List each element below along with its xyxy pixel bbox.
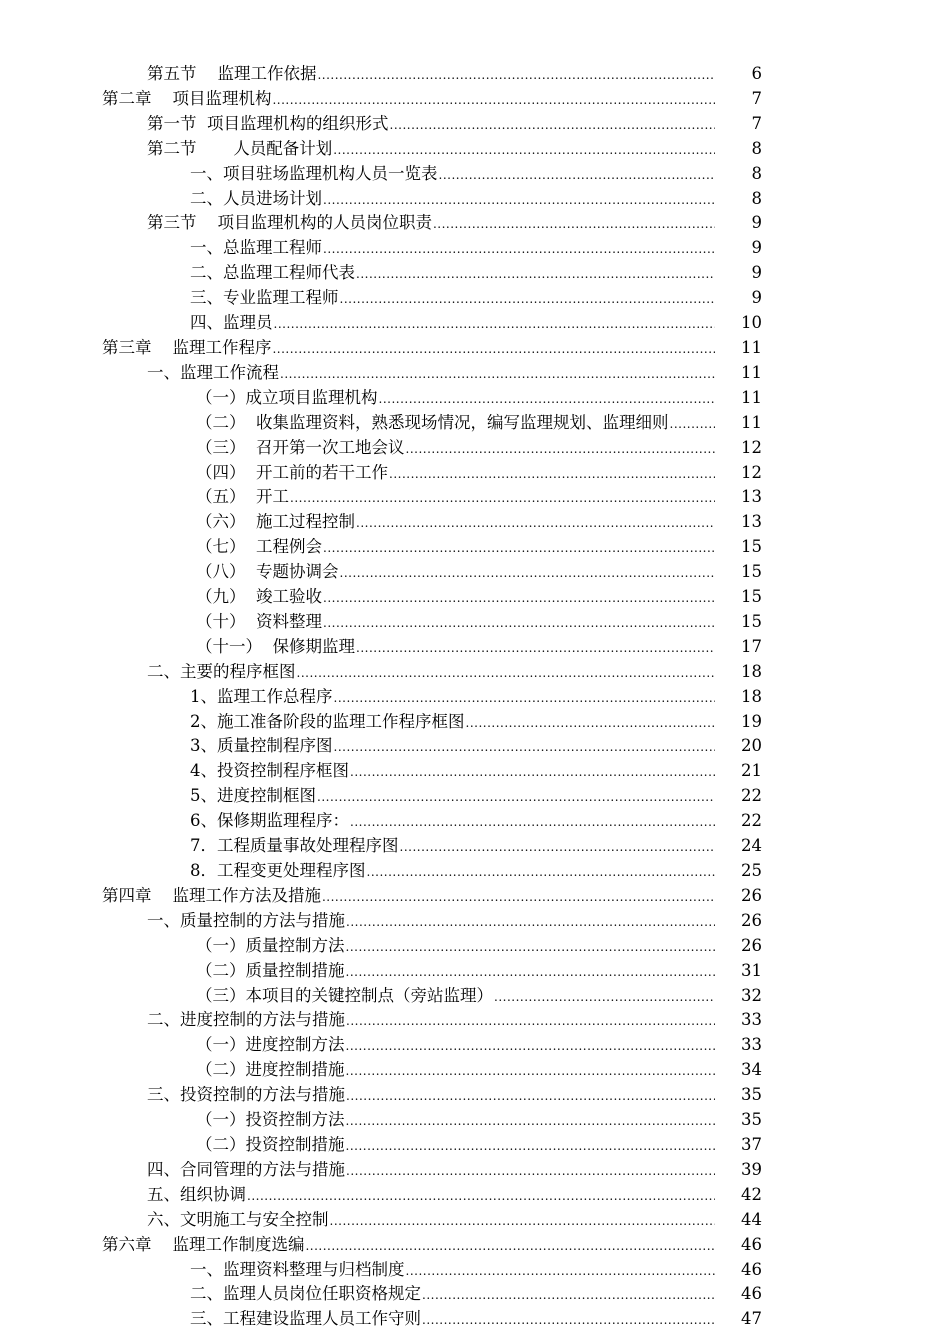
toc-entry-page-number: 26 — [741, 910, 762, 930]
dot-leader — [247, 1184, 715, 1209]
dot-leader — [280, 362, 715, 387]
toc-entry-title: 三、投资控制的方法与措施 — [147, 1085, 345, 1105]
toc-entry[interactable] — [0, 162, 950, 187]
toc-entry[interactable] — [0, 884, 950, 909]
dot-leader — [305, 1234, 715, 1259]
dot-leader — [346, 1159, 715, 1184]
toc-entry-title: 8．工程变更处理程序图 — [190, 861, 366, 880]
toc-entry[interactable] — [0, 934, 950, 959]
toc-entry[interactable] — [0, 1108, 950, 1133]
dot-leader — [350, 810, 715, 835]
toc-entry-title: （一）进度控制方法 — [196, 1035, 345, 1055]
toc-entry[interactable] — [0, 660, 950, 685]
toc-entry-page-number: 33 — [741, 1010, 762, 1030]
toc-entry-title: （五） 开工 — [196, 487, 289, 507]
toc-entry[interactable] — [0, 959, 950, 984]
toc-entry[interactable] — [0, 1282, 950, 1307]
dot-leader — [379, 387, 716, 412]
toc-entry[interactable] — [0, 1008, 950, 1033]
toc-entry-title: 第五节 监理工作依据 — [147, 64, 317, 83]
dot-leader — [346, 1084, 715, 1109]
toc-entry-page-number: 24 — [741, 836, 762, 856]
toc-entry[interactable] — [0, 585, 950, 610]
dot-leader — [346, 910, 715, 935]
toc-entry-title: （七） 工程例会 — [196, 537, 322, 557]
dot-leader — [406, 437, 716, 462]
toc-entry-page-number: 26 — [741, 935, 762, 955]
toc-entry-title: 二、监理人员岗位任职资格规定 — [190, 1284, 421, 1304]
toc-entry[interactable] — [0, 734, 950, 759]
dot-leader — [274, 312, 716, 337]
toc-entry-title: 4、投资控制程序框图 — [190, 761, 349, 781]
toc-entry-page-number: 19 — [741, 711, 762, 731]
toc-entry-page-number: 22 — [741, 786, 762, 806]
toc-entry-page-number: 9 — [751, 238, 762, 258]
dot-leader — [433, 212, 715, 237]
dot-leader — [439, 163, 716, 188]
toc-entry-page-number: 9 — [751, 263, 762, 283]
toc-entry-page-number: 12 — [741, 462, 762, 482]
toc-entry-title: 三、专业监理工程师 — [190, 288, 339, 308]
toc-entry-page-number: 34 — [741, 1060, 762, 1080]
toc-entry[interactable] — [0, 236, 950, 261]
dot-leader — [670, 412, 716, 437]
toc-entry[interactable] — [0, 361, 950, 386]
dot-leader — [346, 935, 716, 960]
toc-entry-page-number: 11 — [741, 412, 762, 432]
toc-entry[interactable] — [0, 1183, 950, 1208]
toc-entry[interactable] — [0, 1033, 950, 1058]
toc-entry[interactable] — [0, 87, 950, 112]
dot-leader — [323, 611, 715, 636]
toc-entry-page-number: 32 — [741, 985, 762, 1005]
toc-entry[interactable] — [0, 261, 950, 286]
dot-leader — [346, 1034, 716, 1059]
toc-entry[interactable] — [0, 784, 950, 809]
toc-entry-title: 一、质量控制的方法与措施 — [147, 910, 345, 930]
toc-entry-title: 2、施工准备阶段的监理工作程序框图 — [190, 711, 465, 731]
toc-entry-page-number: 20 — [741, 736, 762, 756]
toc-entry-page-number: 46 — [741, 1234, 762, 1254]
toc-entry[interactable] — [0, 909, 950, 934]
dot-leader — [340, 287, 716, 312]
toc-entry-page-number: 11 — [741, 362, 762, 382]
toc-entry[interactable] — [0, 112, 950, 137]
toc-entry-title: （六） 施工过程控制 — [196, 512, 355, 532]
toc-entry[interactable] — [0, 1133, 950, 1158]
toc-entry[interactable] — [0, 759, 950, 784]
dot-leader — [333, 138, 715, 163]
toc-entry[interactable] — [0, 187, 950, 212]
toc-entry-title: （一）质量控制方法 — [196, 935, 345, 955]
toc-entry[interactable] — [0, 535, 950, 560]
dot-leader — [356, 262, 715, 287]
toc-entry-page-number: 26 — [741, 885, 762, 905]
toc-entry-page-number: 46 — [741, 1259, 762, 1279]
toc-entry-page-number: 10 — [741, 313, 762, 333]
toc-entry-page-number: 15 — [741, 611, 762, 631]
dot-leader — [297, 661, 716, 686]
toc-entry[interactable] — [0, 1083, 950, 1108]
toc-entry-title: 第三节 项目监理机构的人员岗位职责 — [147, 213, 432, 233]
toc-entry-title: 第三章 监理工作程序 — [102, 337, 272, 357]
toc-entry-title: 二、总监理工程师代表 — [190, 263, 355, 283]
toc-entry-title: （九） 竣工验收 — [196, 587, 322, 607]
toc-entry-page-number: 11 — [741, 387, 762, 407]
toc-entry-title: 二、主要的程序框图 — [147, 661, 296, 681]
toc-entry-page-number: 37 — [741, 1134, 762, 1154]
toc-entry-page-number: 13 — [741, 512, 762, 532]
toc-entry-title: 第六章 监理工作制度选编 — [102, 1234, 305, 1254]
toc-entry-page-number: 47 — [741, 1309, 762, 1329]
toc-entry[interactable] — [0, 485, 950, 510]
toc-entry[interactable] — [0, 685, 950, 710]
dot-leader — [346, 1134, 716, 1159]
dot-leader — [334, 686, 716, 711]
toc-entry-title: （八） 专题协调会 — [196, 562, 339, 582]
toc-entry[interactable] — [0, 62, 950, 87]
toc-entry-title: 一、监理工作流程 — [147, 362, 279, 382]
dot-leader — [272, 88, 715, 113]
toc-entry[interactable] — [0, 510, 950, 535]
toc-entry[interactable] — [0, 834, 950, 859]
toc-entry-page-number: 6 — [751, 64, 762, 83]
table-of-contents — [0, 62, 950, 1332]
toc-entry-title: 六、文明施工与安全控制 — [147, 1209, 329, 1229]
dot-leader — [400, 835, 716, 860]
toc-entry-page-number: 8 — [751, 138, 762, 158]
dot-leader — [317, 63, 715, 88]
toc-entry-page-number: 17 — [741, 636, 762, 656]
toc-entry-page-number: 13 — [741, 487, 762, 507]
toc-entry-title: 第四章 监理工作方法及措施 — [102, 885, 321, 905]
toc-entry-title: （十一） 保修期监理 — [196, 636, 355, 656]
toc-entry[interactable] — [0, 1158, 950, 1183]
toc-entry-title: 三、工程建设监理人员工作守则 — [190, 1309, 421, 1329]
toc-entry[interactable] — [0, 1233, 950, 1258]
dot-leader — [290, 486, 715, 511]
dot-leader — [323, 188, 715, 213]
dot-leader — [406, 1259, 716, 1284]
toc-entry-page-number: 15 — [741, 562, 762, 582]
toc-entry[interactable] — [0, 1307, 950, 1332]
toc-entry-page-number: 9 — [751, 213, 762, 233]
toc-entry[interactable] — [0, 635, 950, 660]
toc-entry-title: 3、质量控制程序图 — [190, 736, 333, 756]
toc-entry-page-number: 35 — [741, 1085, 762, 1105]
toc-entry-title: 一、总监理工程师 — [190, 238, 322, 258]
toc-entry[interactable] — [0, 859, 950, 884]
toc-entry-page-number: 11 — [741, 337, 762, 357]
dot-leader — [322, 885, 715, 910]
toc-entry-page-number: 46 — [741, 1284, 762, 1304]
toc-entry-title: （二）质量控制措施 — [196, 960, 345, 980]
toc-entry-page-number: 39 — [741, 1159, 762, 1179]
dot-leader — [389, 462, 715, 487]
dot-leader — [323, 536, 715, 561]
dot-leader — [346, 1109, 716, 1134]
toc-entry-title: 二、进度控制的方法与措施 — [147, 1010, 345, 1030]
toc-entry-title: （二）投资控制措施 — [196, 1134, 345, 1154]
toc-entry-title: （二）进度控制措施 — [196, 1060, 345, 1080]
toc-entry-page-number: 15 — [741, 587, 762, 607]
toc-entry[interactable] — [0, 286, 950, 311]
toc-entry-title: 四、监理员 — [190, 313, 273, 333]
toc-entry[interactable] — [0, 1208, 950, 1233]
toc-entry[interactable] — [0, 137, 950, 162]
toc-entry[interactable] — [0, 984, 950, 1009]
toc-entry-title: 第一节 项目监理机构的组织形式 — [147, 113, 389, 133]
toc-entry-page-number: 8 — [751, 188, 762, 208]
toc-entry-title: （四） 开工前的若干工作 — [196, 462, 388, 482]
toc-entry-page-number: 9 — [751, 288, 762, 308]
toc-entry-page-number: 7 — [751, 113, 762, 133]
dot-leader — [422, 1283, 715, 1308]
dot-leader — [340, 561, 716, 586]
toc-entry-title: （三） 召开第一次工地会议 — [196, 437, 405, 457]
dot-leader — [367, 860, 716, 885]
toc-entry-page-number: 31 — [741, 960, 762, 980]
dot-leader — [350, 760, 715, 785]
toc-entry-page-number: 21 — [741, 761, 762, 781]
toc-entry-page-number: 12 — [741, 437, 762, 457]
toc-entry-page-number: 44 — [741, 1209, 762, 1229]
dot-leader — [346, 960, 716, 985]
dot-leader — [466, 711, 716, 736]
toc-entry[interactable] — [0, 1258, 950, 1283]
toc-entry-title: 五、组织协调 — [147, 1184, 246, 1204]
toc-entry[interactable] — [0, 560, 950, 585]
toc-entry-title: （十） 资料整理 — [196, 611, 322, 631]
toc-entry-page-number: 33 — [741, 1035, 762, 1055]
toc-entry[interactable] — [0, 211, 950, 236]
toc-entry-page-number: 15 — [741, 537, 762, 557]
toc-entry[interactable] — [0, 436, 950, 461]
toc-entry-title: （三）本项目的关键控制点（旁站监理） — [196, 985, 493, 1005]
dot-leader — [323, 586, 715, 611]
dot-leader — [390, 113, 716, 138]
toc-entry-title: 第二章 项目监理机构 — [102, 88, 272, 108]
toc-entry-title: 6、保修期监理程序： — [190, 811, 349, 831]
toc-entry[interactable] — [0, 1058, 950, 1083]
toc-entry-page-number: 7 — [751, 88, 762, 108]
toc-entry[interactable] — [0, 461, 950, 486]
toc-entry-title: 二、人员进场计划 — [190, 188, 322, 208]
toc-entry-page-number: 18 — [741, 661, 762, 681]
toc-entry-title: 7．工程质量事故处理程序图 — [190, 836, 399, 856]
toc-entry-title: 第二节 人员配备计划 — [147, 138, 333, 158]
toc-entry-title: （二） 收集监理资料，熟悉现场情况，编写监理规划、监理细则 — [196, 412, 669, 432]
toc-entry-page-number: 18 — [741, 686, 762, 706]
dot-leader — [356, 636, 715, 661]
toc-entry-page-number: 42 — [741, 1184, 762, 1204]
toc-entry[interactable] — [0, 386, 950, 411]
dot-leader — [323, 237, 715, 262]
toc-entry-page-number: 35 — [741, 1110, 762, 1130]
dot-leader — [272, 337, 715, 362]
toc-entry-title: （一）投资控制方法 — [196, 1110, 345, 1130]
dot-leader — [422, 1308, 715, 1333]
toc-entry-title: 5、进度控制框图 — [190, 786, 316, 806]
toc-entry-title: 一、监理资料整理与归档制度 — [190, 1259, 405, 1279]
toc-entry-title: 四、合同管理的方法与措施 — [147, 1159, 345, 1179]
dot-leader — [330, 1209, 716, 1234]
toc-entry-title: 一、项目驻场监理机构人员一览表 — [190, 163, 438, 183]
toc-entry[interactable] — [0, 610, 950, 635]
dot-leader — [356, 511, 715, 536]
toc-entry[interactable] — [0, 710, 950, 735]
toc-entry-page-number: 8 — [751, 163, 762, 183]
toc-entry-title: 1、监理工作总程序 — [190, 686, 333, 706]
toc-entry[interactable] — [0, 411, 950, 436]
dot-leader — [334, 735, 716, 760]
dot-leader — [317, 785, 715, 810]
toc-entry[interactable] — [0, 336, 950, 361]
toc-entry[interactable] — [0, 311, 950, 336]
dot-leader — [346, 1009, 715, 1034]
dot-leader — [494, 985, 715, 1010]
dot-leader — [346, 1059, 716, 1084]
toc-entry-page-number: 22 — [741, 811, 762, 831]
toc-entry-title: （一）成立项目监理机构 — [196, 387, 378, 407]
toc-entry[interactable] — [0, 809, 950, 834]
toc-entry-page-number: 25 — [741, 861, 762, 880]
